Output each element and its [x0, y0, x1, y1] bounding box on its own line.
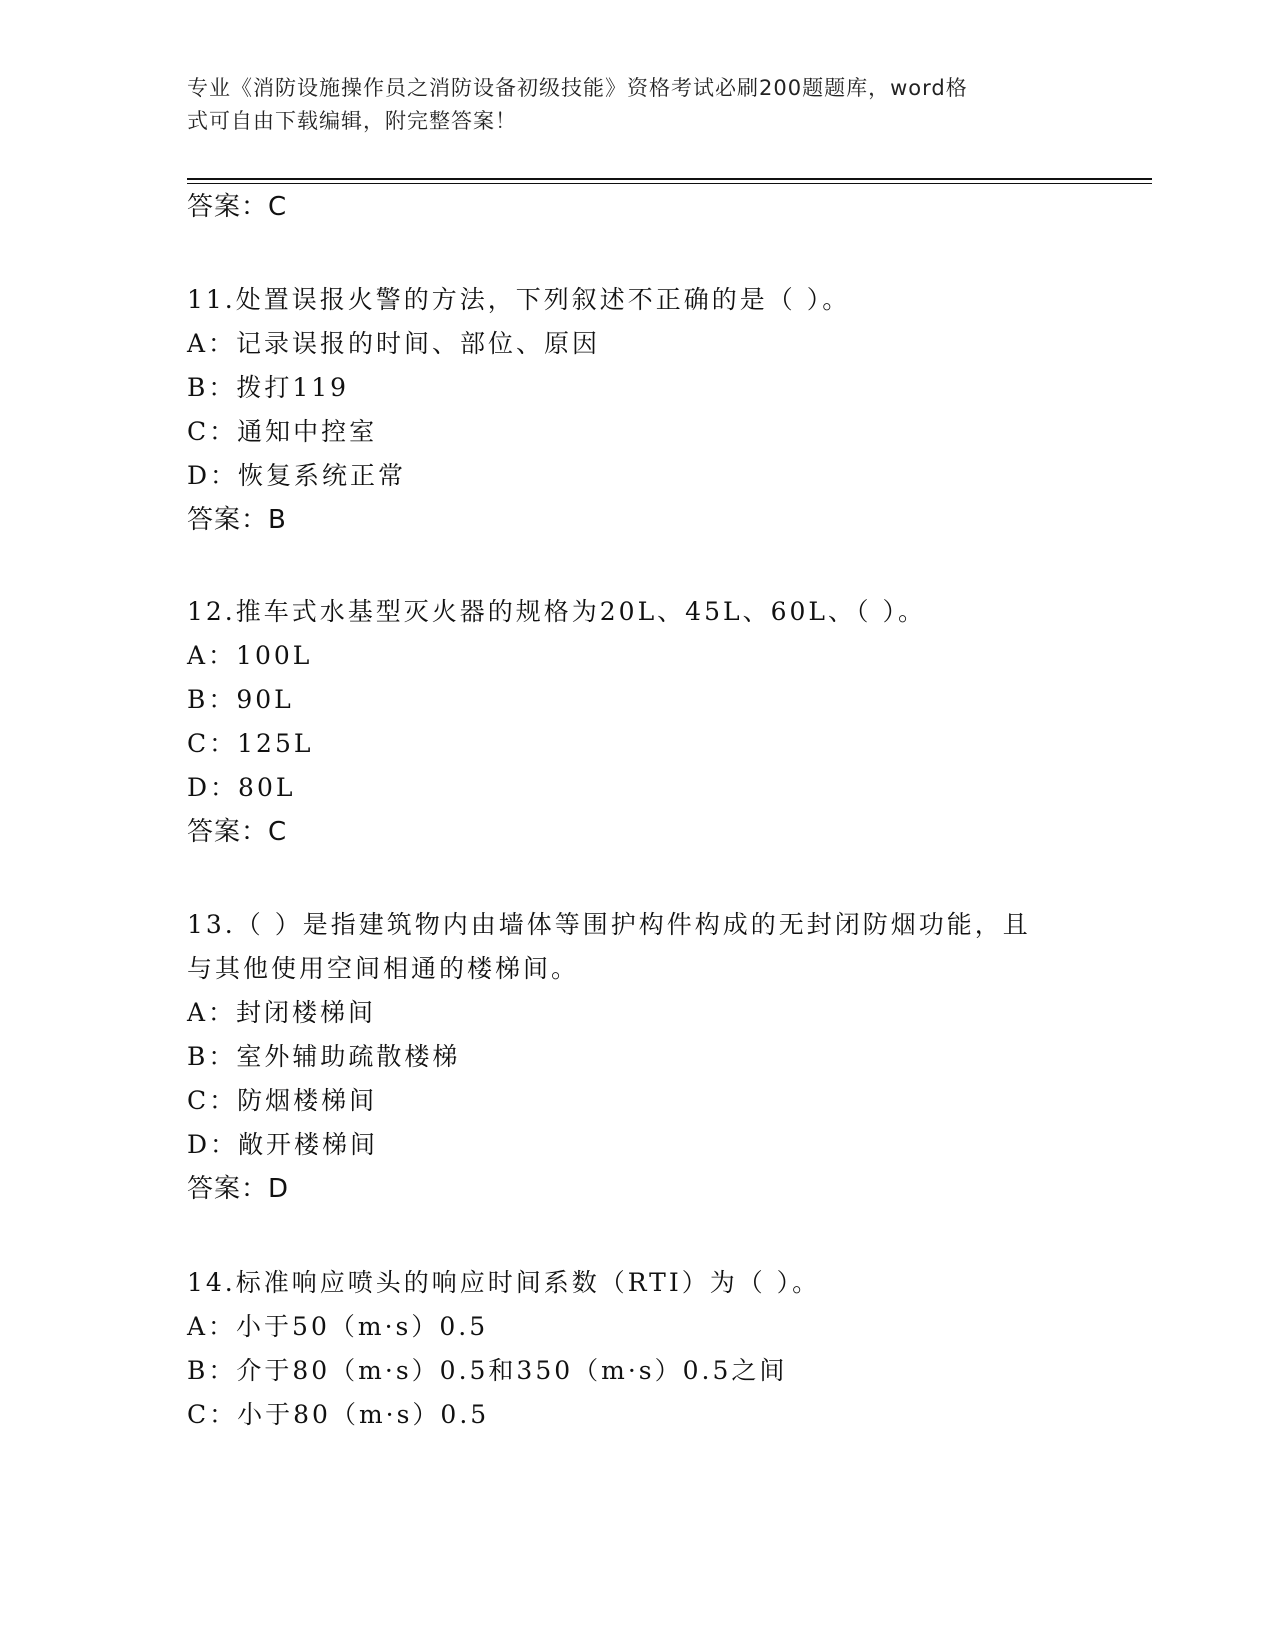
question-11-option-b: B：拨打119: [187, 373, 350, 402]
question-12-option-c: C：125L: [187, 729, 314, 758]
question-13-option-b: B：室外辅助疏散楼梯: [187, 1042, 461, 1071]
question-13-stem-line-1: 13.（ ）是指建筑物内由墙体等围护构件构成的无封闭防烟功能，且: [187, 910, 1031, 939]
question-13-option-c: C：防烟楼梯间: [187, 1086, 378, 1115]
question-13-stem-line-2: 与其他使用空间相通的楼梯间。: [187, 954, 580, 983]
header-line-1: 专业《消防设施操作员之消防设备初级技能》资格考试必刷200题题库，word格: [187, 76, 968, 100]
question-11-option-d: D：恢复系统正常: [187, 461, 407, 490]
question-14-option-a: A：小于50（m·s）0.5: [187, 1312, 489, 1341]
question-12-option-b: B：90L: [187, 685, 294, 714]
question-11-option-a: A：记录误报的时间、部位、原因: [187, 329, 601, 358]
document-header: [187, 72, 1067, 138]
header-divider-thin: [187, 183, 1152, 184]
question-11-stem: 11.处置误报火警的方法，下列叙述不正确的是（ ）。: [187, 285, 851, 314]
question-14-option-c: C：小于80（m·s）0.5: [187, 1400, 490, 1429]
header-divider-thick: [187, 178, 1152, 180]
header-line-2: 式可自由下载编辑，附完整答案！: [187, 109, 517, 133]
question-11-option-c: C：通知中控室: [187, 417, 378, 446]
previous-answer: 答案：C: [187, 192, 288, 222]
question-13-answer: 答案：D: [187, 1174, 290, 1204]
question-14-option-b: B：介于80（m·s）0.5和350（m·s）0.5之间: [187, 1356, 788, 1385]
question-13-option-d: D：敞开楼梯间: [187, 1130, 379, 1159]
question-11-answer: 答案：B: [187, 505, 287, 535]
question-13-option-a: A：封闭楼梯间: [187, 998, 377, 1027]
question-14-stem: 14.标准响应喷头的响应时间系数（RTI）为（ ）。: [187, 1268, 821, 1297]
question-12-option-d: D：80L: [187, 773, 296, 802]
question-12-answer: 答案：C: [187, 817, 288, 847]
question-12-stem: 12.推车式水基型灭火器的规格为20L、45L、60L、（ ）。: [187, 597, 926, 626]
question-12-option-a: A：100L: [187, 641, 313, 670]
